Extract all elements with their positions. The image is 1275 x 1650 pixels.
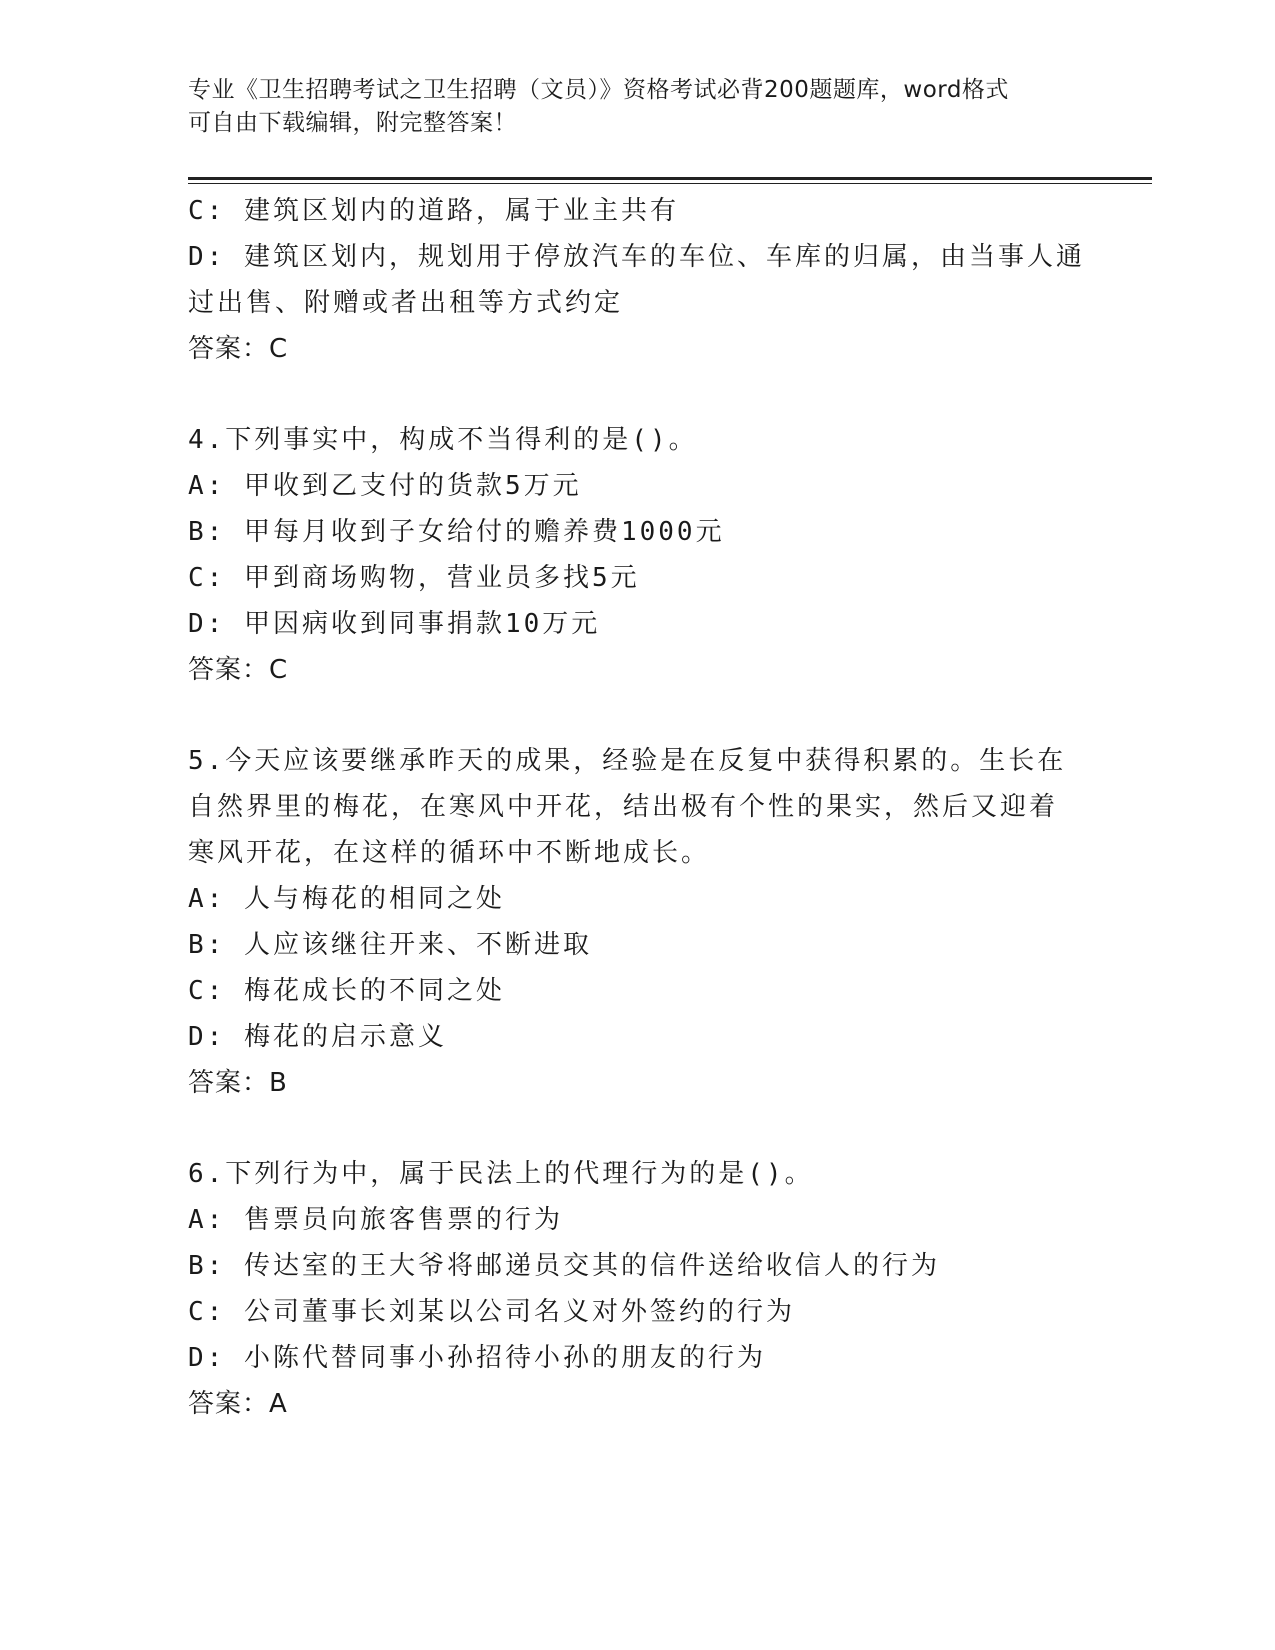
option-a: A: 甲收到乙支付的货款5万元 — [188, 471, 582, 501]
option-c: C: 公司董事长刘某以公司名义对外签约的行为 — [188, 1297, 795, 1327]
answer: 答案：A — [188, 1389, 288, 1419]
header-divider-thick — [188, 177, 1152, 180]
option-b: B: 传达室的王大爷将邮递员交其的信件送给收信人的行为 — [188, 1251, 940, 1281]
header-title-line-1: 专业《卫生招聘考试之卫生招聘（文员）》资格考试必背200题题库，word格式 — [188, 77, 1009, 103]
question-stem: 6.下列行为中，属于民法上的代理行为的是()。 — [188, 1159, 814, 1189]
option-b: B: 甲每月收到子女给付的赡养费1000元 — [188, 517, 725, 547]
header-title-line-2: 可自由下载编辑，附完整答案！ — [188, 110, 517, 136]
spacer — [188, 372, 1068, 417]
page-header — [188, 74, 1088, 140]
question-stem-line-1: 5.今天应该要继承昨天的成果，经验是在反复中获得积累的。生长在 — [188, 746, 1067, 776]
question-6 — [188, 1151, 1068, 1427]
option-a: A: 售票员向旅客售票的行为 — [188, 1205, 563, 1235]
header-divider-thin — [188, 183, 1152, 184]
option-b: B: 人应该继往开来、不断进取 — [188, 930, 592, 960]
question-5 — [188, 738, 1068, 1106]
option-a: A: 人与梅花的相同之处 — [188, 884, 505, 914]
option-d: D: 甲因病收到同事捐款10万元 — [188, 609, 601, 639]
question-3-continued — [188, 188, 1085, 372]
answer: 答案：B — [188, 1068, 288, 1098]
option-c: C: 建筑区划内的道路，属于业主共有 — [188, 196, 679, 226]
spacer — [188, 1106, 1068, 1151]
option-d-line-1: D: 建筑区划内，规划用于停放汽车的车位、车库的归属，由当事人通 — [188, 242, 1085, 272]
question-stem-line-2: 自然界里的梅花，在寒风中开花，结出极有个性的果实，然后又迎着 — [188, 792, 1059, 822]
question-stem: 4.下列事实中，构成不当得利的是()。 — [188, 425, 698, 455]
option-c: C: 甲到商场购物，营业员多找5元 — [188, 563, 640, 593]
question-4 — [188, 417, 1068, 693]
option-c: C: 梅花成长的不同之处 — [188, 976, 505, 1006]
option-d-line-2: 过出售、附赠或者出租等方式约定 — [188, 288, 624, 318]
answer: 答案：C — [188, 655, 289, 685]
option-d: D: 梅花的启示意义 — [188, 1022, 447, 1052]
document-body — [188, 188, 1085, 1427]
spacer — [188, 693, 1068, 738]
question-stem-line-3: 寒风开花，在这样的循环中不断地成长。 — [188, 838, 711, 868]
option-d: D: 小陈代替同事小孙招待小孙的朋友的行为 — [188, 1343, 766, 1373]
answer: 答案：C — [188, 334, 289, 364]
